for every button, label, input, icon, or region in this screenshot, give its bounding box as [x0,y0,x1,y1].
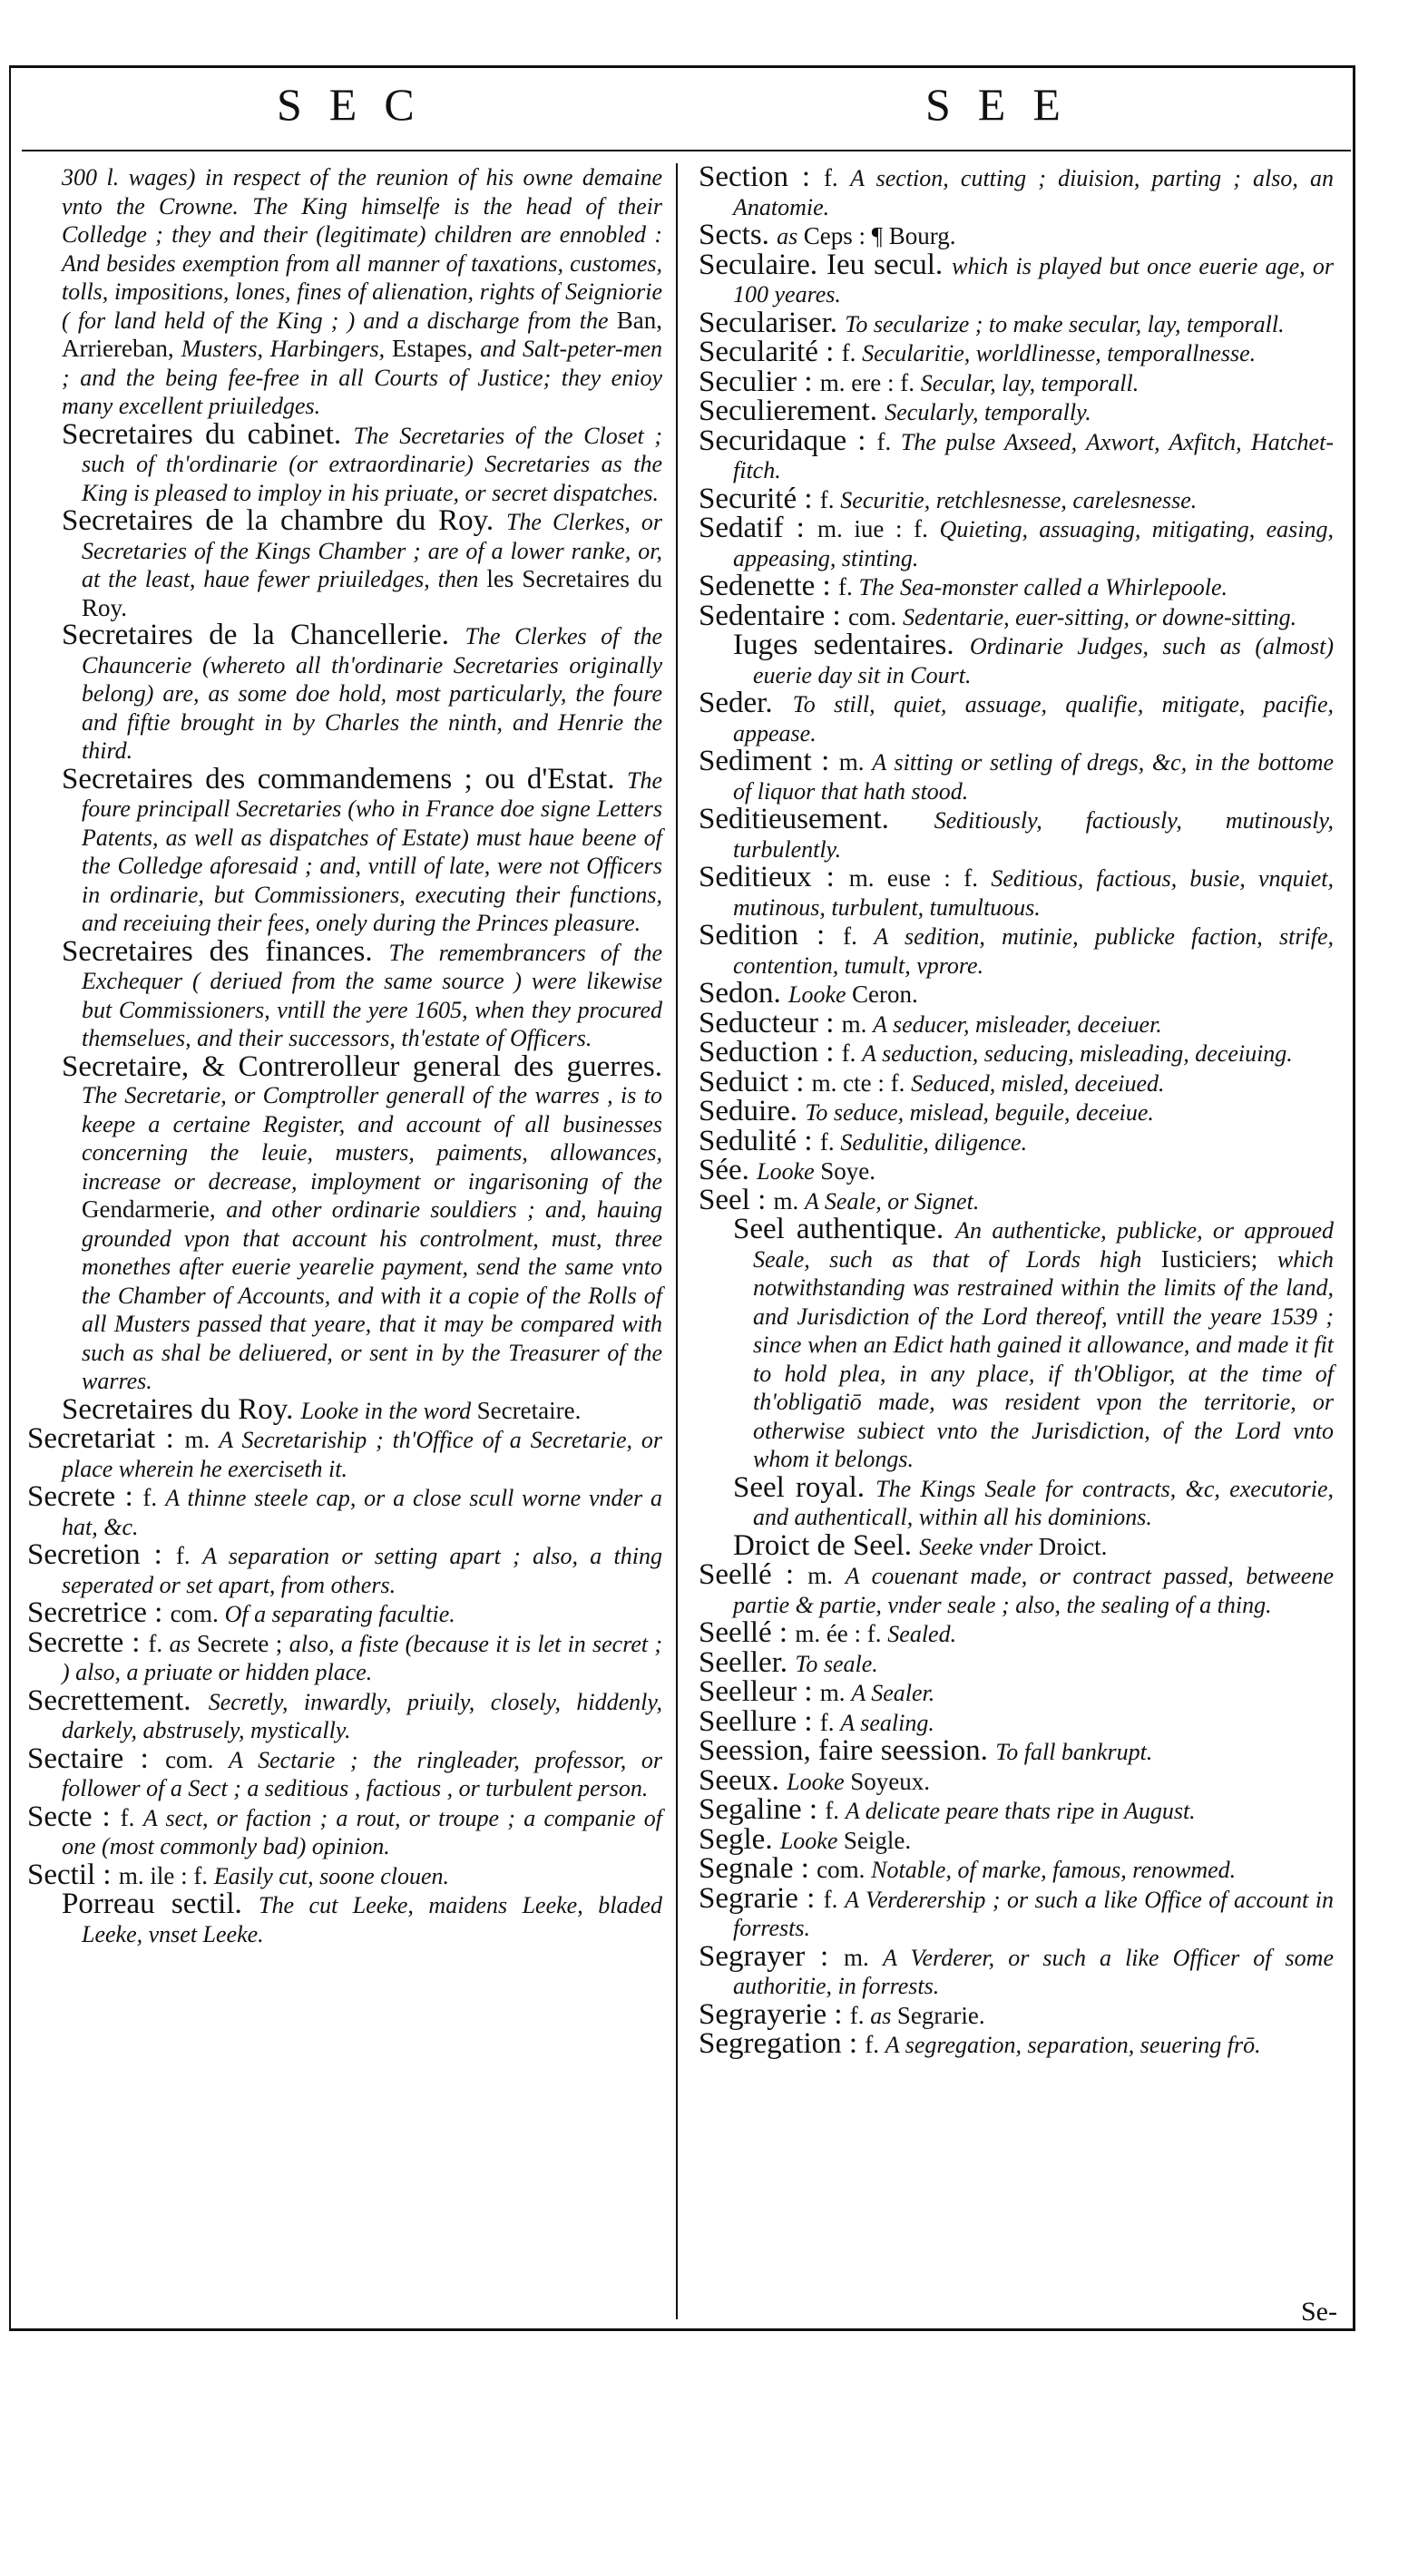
headword: Segrayer : [699,1939,845,1973]
sub-entry [27,934,662,1053]
headword: Secretaires de la chambre du Roy. [62,504,506,537]
headword: Sedatif : [699,512,817,544]
definition: To seduce, mislead, beguile, deceiue. [805,1099,1154,1126]
headword: Secretaires des commandemens ; ou d'Estat. [62,762,627,795]
definition: which notwithstanding was restrained within the limits of the land, and Jurisdiction of the Lord thereof, vntill the yeare 1539 ; since when an Edict hath gained it allowance, and made it fit to hold plea, in any place, if th'Obligor, at the time of th'obligatiō made, was resident vpon the territorie, or otherwise subiect vnto the Jurisdiction, of the Lord vnto whom it belongs. [753,1245,1334,1472]
definition: Of a separating facultie. [224,1601,455,1627]
definition: To still, quiet, assuage, qualifie, mitigate, pacifie, appease. [733,691,1334,746]
dictionary-entry [699,1558,1334,1619]
grammar-label: m. iue : f. [817,515,940,542]
definition: The remembrancers of the Exchequer ( deriued from the same source ) were likewise but Commissioners, vntill the yere 1605, when they procured themselues, and their successors, th'estate of Officers. [82,939,662,1051]
headword: Sedon. [699,977,788,1010]
definition: Looke in the word [300,1397,477,1424]
definition: The Clerkes, or Secretaries of the Kings Chamber ; are of a lower ranke, or, at the least, haue fewer priuiledges, then [82,509,662,592]
dictionary-entry [27,1538,662,1599]
cross-reference: les Secretaires du Roy. [82,565,662,621]
headword: Segaline : [699,1793,826,1826]
headword: Secretaires du cabinet. [62,417,354,451]
headword: Segregation : [699,2027,866,2060]
grammar-label: f. [849,2001,871,2029]
headword: Sectil : [27,1858,119,1891]
definition: Seeke vnder [919,1533,1039,1560]
catchword: Se- [1301,2297,1337,2327]
dictionary-entry [699,572,1334,602]
headword: Sée. [699,1154,758,1186]
grammar-label: m. [819,1679,852,1706]
definition: Secularitie, worldlinesse, temporallnesse. [862,340,1257,366]
definition: The cut Leeke, maidens Leeke, bladed Leeke, vnset Leeke. [82,1892,662,1947]
definition: Ordinarie Judges, such as (almost) euerie day sit in Court. [753,633,1334,688]
dictionary-entry [27,1858,662,1891]
cross-reference: Soye. [820,1157,875,1185]
headword: Seculier : [699,365,820,398]
sub-entry [27,417,662,508]
headword: Secrette : [27,1625,149,1659]
headword: Seduction : [699,1036,842,1068]
dictionary-entry [27,1683,662,1745]
definition: The pulse Axseed, Axwort, Axfitch, Hatchet-fitch. [733,428,1334,483]
cross-reference: Ceps : ¶ Bourg. [803,222,956,249]
grammar-label: m. [844,1943,884,1971]
grammar-label: com. [170,1600,225,1627]
headword: Secrettement. [27,1683,209,1717]
definition: as [777,223,804,249]
grammar-label: m. cte : f. [811,1068,912,1097]
dictionary-entry [699,1006,1334,1039]
definition: A thinne steele cap, or a close scull worne vnder a hat, &c. [62,1485,662,1540]
dictionary-entry [699,1065,1334,1098]
dictionary-entry [699,1822,1334,1856]
dictionary-entry [27,1480,662,1541]
definition: The foure principall Secretaries (who in France doe signe Letters Patents, as well as dispatches of Estate) must haue beene of the Colledge aforesaid ; and, vntill of late, were not Officers in ordinarie, but Commissioners, executing their functions, and receiuing their fees, onely during the Princes pleasure. [82,766,662,936]
cross-reference: Ban, Arriereban, [62,306,662,362]
headword: Seducteur : [699,1006,842,1039]
grammar-label: f. [865,2031,885,2058]
definition: To fall bankrupt. [995,1739,1153,1765]
definition: A sedition, mutinie, publicke faction, strife, contention, tumult, vprore. [733,923,1334,979]
sub-entry [27,762,662,938]
headword: Sectaire : [27,1742,166,1775]
definition: 300 l. wages) in respect of the reunion of his owne demaine vnto the Crowne. The King himselfe is the head of their Colledge ; they and their (legitimate) children are ennobled : And besides exemption from all manner of taxations, customes, tolls, impositions, lones, fines of alienation, rights of Seigniorie ( for land held of the King ; ) and a discharge from the [62,164,662,334]
dictionary-entry [699,482,1334,515]
dictionary-entry [699,248,1334,309]
dictionary-entry [27,1625,662,1687]
sub-entry [699,1215,1334,1474]
grammar-label: m. ile : f. [118,1861,214,1889]
definition: Sedentarie, euer-sitting, or downe-sitting. [902,603,1297,630]
headword: Secrete : [27,1480,143,1513]
definition: and Salt-peter-men ; and the being fee-free in all Courts of Justice; they enioy many excellent priuiledges. [62,336,663,419]
definition: The Secretaries of the Closet ; such of th'ordinarie (or extraordinarie) Secretaries as the King is pleased to imploy in his priuate, or secret dispatches. [82,422,662,506]
dictionary-entry [699,747,1334,805]
sub-entry [27,504,662,621]
headword: Seellé : [699,1616,796,1649]
definition: Notable, of marke, famous, renowmed. [871,1857,1237,1883]
grammar-label: f. [843,922,875,950]
headword: Seder. [699,687,793,719]
definition: as [169,1630,197,1657]
headword: Secularité : [699,336,842,368]
headword: Sects. [699,219,778,251]
grammar-label: m. euse : f. [848,864,992,892]
headword: Seditieux : [699,861,849,893]
dictionary-entry [699,1704,1334,1738]
grammar-label: f. [823,1885,846,1913]
definition: A sitting or setling of dregs, &c, in the bottome of liquor that hath stood. [733,749,1335,805]
dictionary-entry [699,397,1334,427]
grammar-label: m. [184,1426,220,1453]
headword: Seeux. [699,1763,787,1797]
grammar-label: f. [819,1127,841,1156]
headword: Sedulité : [699,1124,820,1157]
definition: A couenant made, or contract passed, betweene partie & partie, vnder seale ; also, the sealing of a thing. [733,1563,1334,1618]
definition: Looke [787,1768,851,1795]
dictionary-entry [699,306,1334,339]
definition: The Clerkes of the Chauncerie (whereto all th'ordinarie Secretaries originally belong) are, as some doe hold, most particularly, the foure and fiftie brought in by Charles the ninth, and Henrie the third. [82,623,662,764]
grammar-label: m. [773,1186,805,1215]
grammar-label: f. [841,1039,863,1067]
running-head-right: SEE [925,79,1088,130]
dictionary-entry [27,1596,662,1629]
dictionary-entry [699,1734,1334,1767]
headword: Seelleur : [699,1675,820,1708]
dictionary-entry [699,338,1334,368]
definition: To secularize ; to make secular, lay, temporall. [845,310,1285,337]
definition: Musters, Harbingers, [181,336,392,362]
grammar-label: f. [823,164,851,191]
continued-entry [27,163,662,421]
definition: Sealed. [887,1621,957,1647]
grammar-label: f. [175,1542,203,1569]
grammar-label: m. ere : f. [819,368,921,396]
definition: A seducer, misleader, deceiuer. [873,1010,1162,1038]
definition: A Seale, or Signet. [805,1187,980,1215]
dictionary-entry [699,1997,1334,2031]
dictionary-entry [699,1763,1334,1797]
definition: A Verderer, or such a like Officer of some authoritie, in forrests. [733,1944,1334,1999]
grammar-label: f. [819,1708,841,1736]
right-column [699,163,1334,2060]
headword: Secretaires des finances. [62,934,389,968]
dictionary-entry [699,977,1334,1010]
dictionary-entry [699,1939,1334,2001]
headword: Sedenette : [699,570,838,602]
dictionary-entry [699,1793,1334,1826]
cross-reference: Soyeux. [850,1767,930,1795]
dictionary-entry [699,1881,1334,1943]
cross-reference: Secrete ; [196,1629,289,1657]
dictionary-entry [699,1675,1334,1708]
grammar-label: com. [165,1745,230,1773]
sub-entry [27,621,662,766]
grammar-label: m. [838,748,873,776]
headword: Seel authentique. [733,1213,956,1245]
grammar-label: m. [807,1562,846,1589]
definition: Easily cut, soone clouen. [213,1862,450,1889]
headword: Seellure : [699,1704,820,1738]
definition: A Sectarie ; the ringleader, professor, or follower of a Sect ; a seditious , factious , or turbulent person. [62,1746,662,1801]
dictionary-entry [699,1645,1334,1679]
definition: Securitie, retchlesnesse, carelesnesse. [840,486,1198,513]
definition: Quieting, assuaging, mitigating, easing, appeasing, stinting. [733,516,1334,571]
headword: Seel royal. [733,1470,876,1504]
headword: Sedentaire : [699,599,848,632]
dictionary-entry [699,805,1334,864]
sub-entry [27,1890,662,1948]
cross-reference: Ceron. [852,981,918,1008]
grammar-label: m. ée : f. [795,1620,888,1647]
dictionary-entry [699,1036,1334,1068]
definition: Looke [788,981,853,1008]
definition: which is played but once euerie age, or 100 yeares. [733,252,1334,307]
definition: A Secretariship ; th'Office of a Secretarie, or place wherein he exerciseth it. [62,1427,662,1482]
headword: Sediment : [699,745,839,777]
headword: Droict de Seel. [733,1528,920,1562]
headword: Seculierement. [699,395,885,427]
grammar-label: com. [817,1856,872,1883]
dictionary-entry [699,919,1334,980]
definition: Seditiously, factiously, mutinously, turbulently. [733,807,1334,863]
headword: Secretaires du Roy. [62,1392,301,1426]
sub-entry [699,1470,1334,1532]
dictionary-entry [699,1124,1334,1157]
headword: Seculaire. Ieu secul. [699,248,953,281]
headword: Iuges sedentaires. [733,629,970,661]
definition: The Sea-monster called a Whirlepoole. [858,574,1227,600]
definition: as [870,2002,897,2029]
grammar-label: m. [841,1010,874,1038]
definition: A Verderership ; or such a like Office of account in forrests. [733,1886,1334,1941]
dictionary-entry [699,1852,1334,1885]
sub-entry [699,631,1334,689]
headword: Section : [699,161,824,193]
definition: A Sealer. [851,1680,935,1706]
dictionary-entry [699,163,1334,221]
definition: The Kings Seale for contracts, &c, executorie, and authenticall, within all his dominions. [753,1475,1334,1530]
headword: Segrarie : [699,1881,824,1915]
cross-reference: Gendarmerie, [82,1195,227,1223]
definition: Looke [757,1158,821,1185]
grammar-label: f. [876,427,901,455]
dictionary-entry [699,424,1334,485]
headword: Securité : [699,482,820,515]
headword: Seditieusement. [699,803,934,835]
dictionary-entry [27,1422,662,1483]
sub-entry [27,1049,662,1396]
cross-reference: Seigle. [843,1826,912,1854]
sub-entry [27,1392,662,1426]
dictionary-entry [699,1616,1334,1649]
grammar-label: com. [847,602,903,630]
headword: Seession, faire seession. [699,1734,996,1767]
definition: Sedulitie, diligence. [840,1128,1028,1156]
dictionary-entry [699,365,1334,398]
headword: Secretaires de la Chancellerie. [62,619,465,651]
dictionary-entry [699,861,1334,922]
dictionary-entry [699,1183,1334,1216]
cross-reference: Estapes, [391,335,481,362]
definition: A sect, or faction ; a rout, or troupe ; a companie of one (most commonly bad) opinion. [62,1804,662,1859]
definition: A sealing. [840,1709,934,1736]
definition: Secretly, inwardly, priuily, closely, hiddenly, darkely, abstrusely, mystically. [62,1688,662,1743]
headword: Secretaire, & Contrerolleur general des guerres. [62,1049,662,1083]
definition: Secular, lay, temporall. [920,369,1139,396]
dictionary-entry [27,1800,662,1861]
dictionary-entry [699,689,1334,747]
headword: Segrayerie : [699,1997,850,2031]
dictionary-entry [699,221,1334,251]
definition: An authenticke, publicke, or approued Seale, such as that of Lords high [753,1217,1335,1273]
definition: Seduced, misled, deceiued. [911,1069,1165,1097]
cross-reference: Secretaire. [476,1396,582,1424]
headword: Secretrice : [27,1596,171,1629]
definition: Seditious, factious, busie, vnquiet, mutinous, turbulent, tumultuous. [733,865,1334,921]
definition: A section, cutting ; diuision, parting ; also, an Anatomie. [733,165,1334,220]
column-divider [676,163,678,2319]
headword: Sedition : [699,919,844,951]
definition: A seduction, seducing, misleading, deceiuing. [862,1040,1293,1067]
grammar-label: f. [841,339,863,366]
definition: Secularly, temporally. [885,399,1091,425]
grammar-label: f. [142,1484,166,1511]
headword: Secretion : [27,1538,176,1571]
definition: The Secretarie, or Comptroller generall of the warres , is to keepe a certaine Register, and account of all businesses concerning the leuie, musters, paiments, allowances, increase or decrease, imployment or ingarisoning of the [82,1082,662,1195]
running-head-left: SEC [277,79,442,130]
cross-reference: Droict. [1038,1532,1108,1560]
cross-reference: Iusticiers; [1160,1244,1277,1273]
headword: Porreau sectil. [62,1888,259,1920]
dictionary-entry [699,1095,1334,1127]
dictionary-entry [699,1156,1334,1186]
dictionary-entry [699,514,1334,572]
definition: Looke [779,1827,844,1854]
headword: Segle. [699,1822,780,1856]
definition: A segregation, separation, seuering frō. [885,2032,1261,2058]
definition: To seale. [795,1650,878,1677]
grammar-label: f. [825,1797,846,1824]
headword: Seellé : [699,1558,808,1591]
definition: A separation or setting apart ; also, a thing seperated or set apart, from others. [62,1543,662,1598]
headword: Securidaque : [699,424,877,457]
headword: Seduire. [699,1095,806,1127]
headword: Seduict : [699,1065,812,1098]
dictionary-entry [699,599,1334,632]
grammar-label: f. [148,1629,170,1657]
definition: also, a fiste (because it is let in secret ; ) also, a priuate or hidden place. [62,1630,662,1685]
dictionary-entry [27,1742,662,1803]
headword: Seel : [699,1183,774,1216]
left-column [27,163,662,1948]
headword: Segnale : [699,1852,817,1885]
header-rule [22,150,1351,151]
headword: Seculariser. [699,306,846,339]
headword: Secretariat : [27,1422,185,1455]
grammar-label: f. [120,1803,143,1831]
headword: Seeller. [699,1645,796,1679]
dictionary-entry [699,2027,1334,2060]
definition: and other ordinarie souldiers ; and, hauing grounded vpon that account his controlment, must, three monethes after euerie yearelie payment, send the same vnto the Chamber of Accounts, and with it a copie of the Rolls of all Musters passed that yeare, that it may be compared with such as shal be deliuered, or sent in by the Treasurer of the warres. [82,1196,662,1394]
sub-entry [699,1528,1334,1562]
grammar-label: f. [837,573,859,600]
headword: Secte : [27,1800,121,1833]
definition: A delicate peare thats ripe in August. [845,1798,1196,1824]
cross-reference: Segrarie. [896,2001,985,2029]
grammar-label: f. [819,485,841,513]
